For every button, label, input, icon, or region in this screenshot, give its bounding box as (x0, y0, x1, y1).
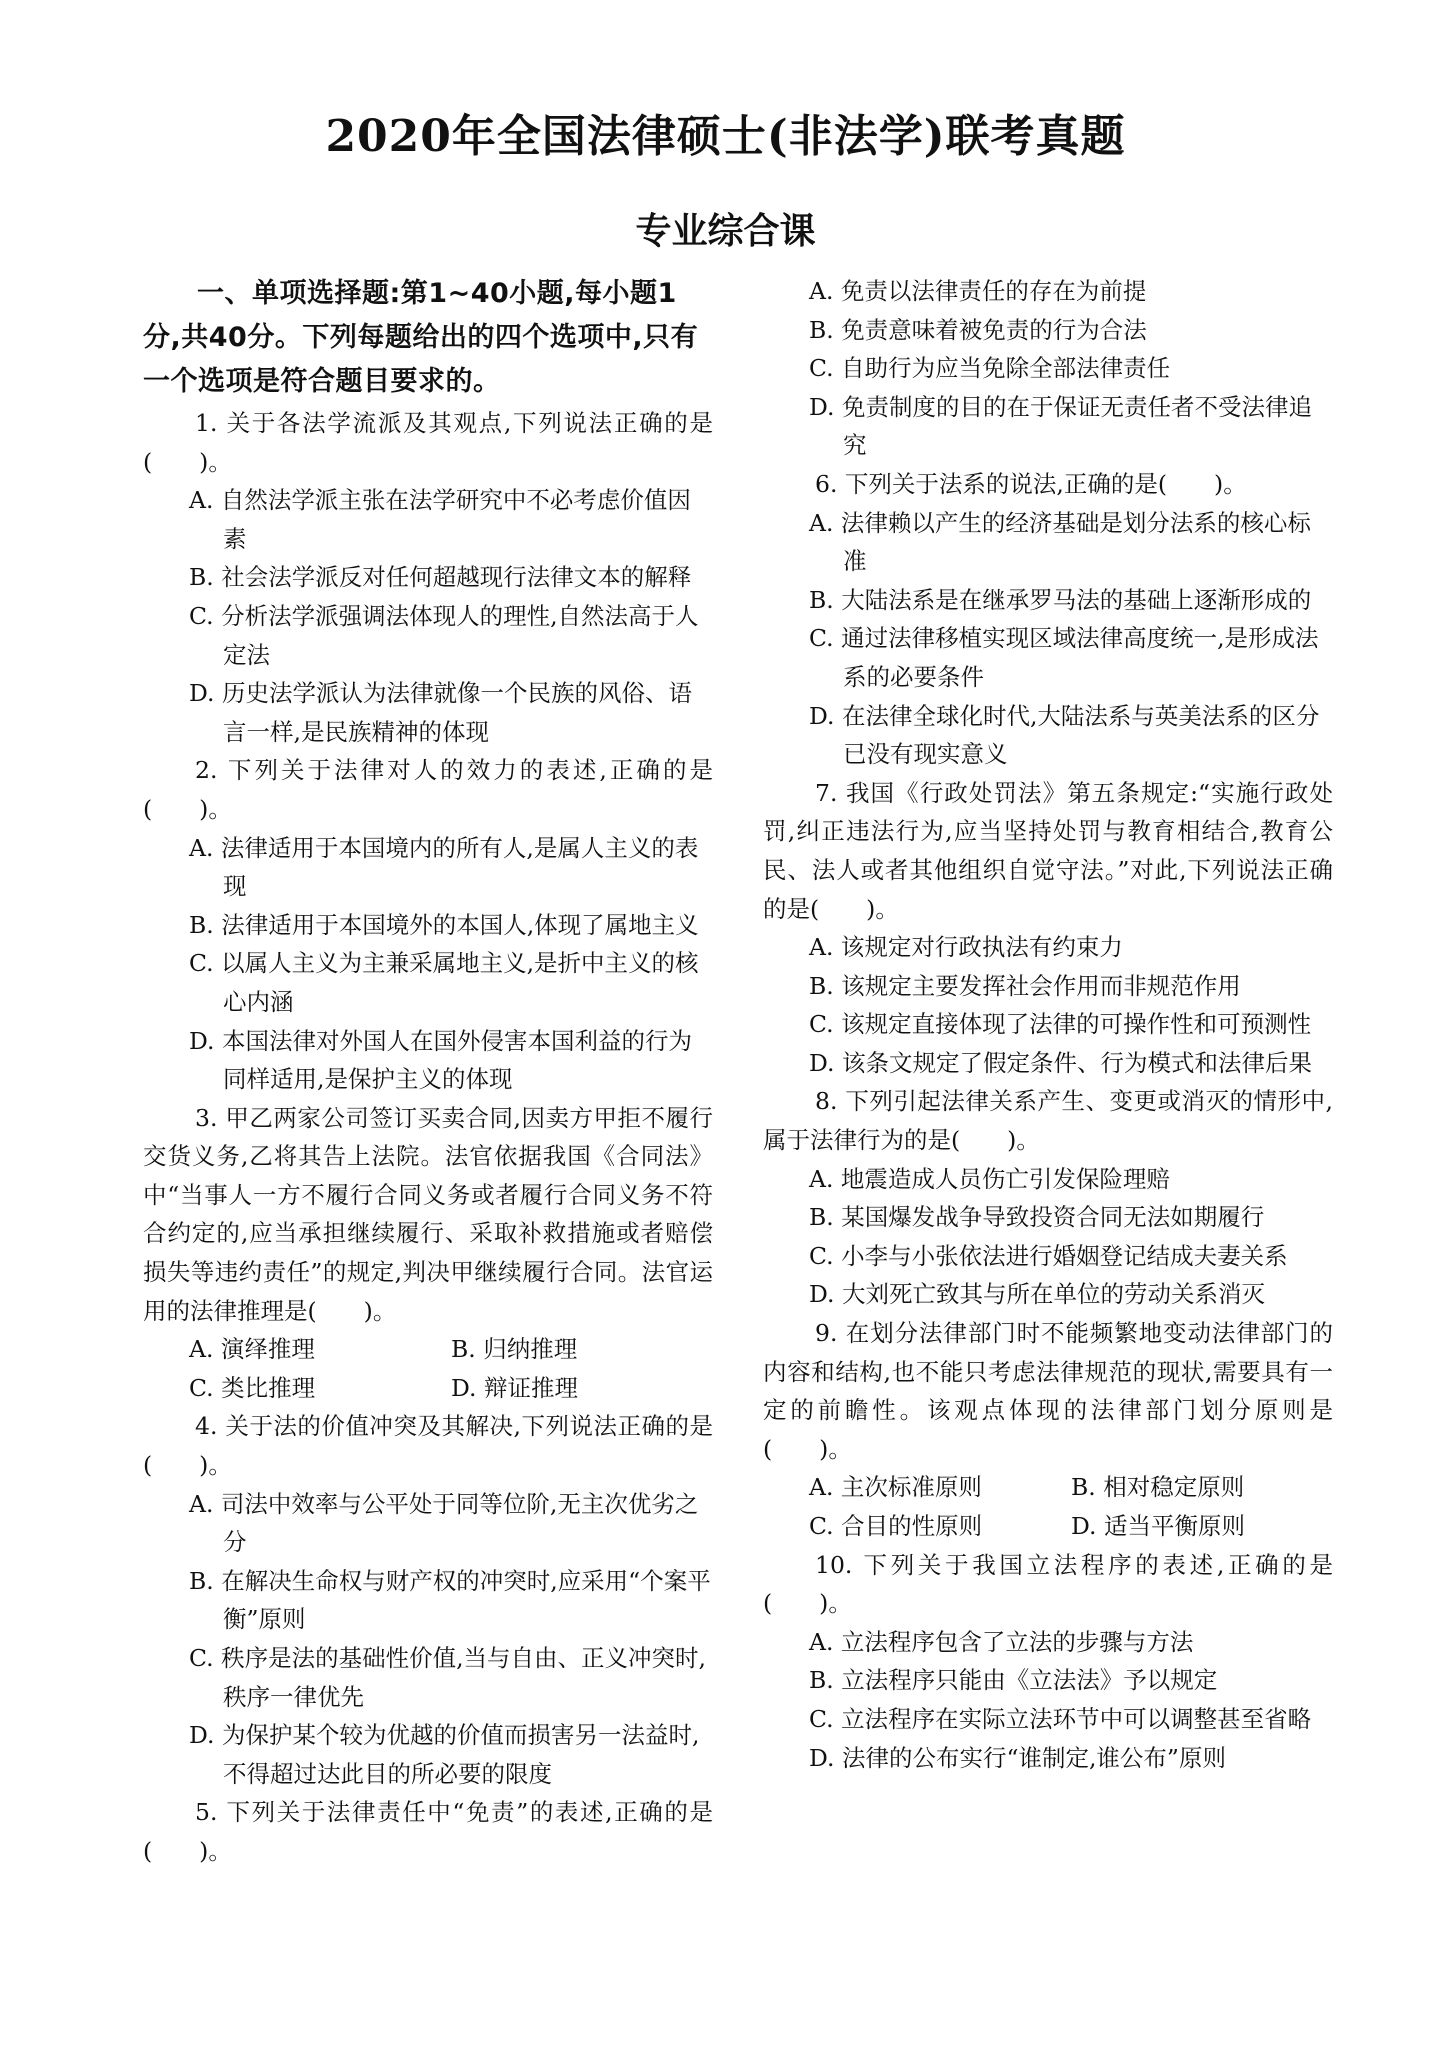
option-a: A. 立法程序包含了立法的步骤与方法 (809, 1627, 1194, 1656)
question-5 (143, 1793, 713, 1870)
page-title: 2020年全国法律硕士(非法学)联考真题 (325, 111, 1126, 162)
option-a: A. 自然法学派主张在法学研究中不必考虑价值因素 (189, 486, 691, 553)
option-a: A. 地震造成人员伤亡引发保险理赔 (809, 1164, 1170, 1193)
question-2 (143, 751, 713, 1098)
option-c: C. 秩序是法的基础性价值,当与自由、正义冲突时,秩序一律优先 (189, 1644, 707, 1711)
option-d: D. 该条文规定了假定条件、行为模式和法律后果 (809, 1048, 1312, 1077)
question-stem: 7. 我国《行政处罚法》第五条规定:“实施行政处罚,纠正违法行为,应当坚持处罚与教育相结合,教育公民、法人或者其他组织自觉守法。”对此,下列说法正确的是( )。 (763, 778, 1333, 923)
option-c: C. 自助行为应当免除全部法律责任 (809, 354, 1171, 383)
option-d: D. 为保护某个较为优越的价值而损害另一法益时,不得超过达此目的所必要的限度 (189, 1721, 700, 1788)
option-a: A. 该规定对行政执法有约束力 (809, 933, 1123, 962)
option-c: C. 合目的性原则 (809, 1512, 983, 1540)
option-b: B. 在解决生命权与财产权的冲突时,应采用“个案平衡”原则 (189, 1566, 711, 1634)
option-row (143, 1369, 713, 1408)
question-1 (143, 404, 713, 751)
section-header: 一、单项选择题:第1~40小题,每小题1分,共40分。下列每题给出的四个选项中,只有一个选项是符合题目要求的。 (143, 278, 699, 397)
option-d: D. 适当平衡原则 (1071, 1512, 1245, 1540)
option-row (143, 1330, 713, 1369)
question-stem: 4. 关于法的价值冲突及其解决,下列说法正确的是( )。 (143, 1412, 713, 1480)
option-c: C. 以属人主义为主兼采属地主义,是折中主义的核心内涵 (189, 949, 699, 1016)
option-b: B. 大陆法系是在继承罗马法的基础上逐渐形成的 (809, 585, 1312, 614)
question-9 (763, 1314, 1333, 1546)
question-stem: 8. 下列引起法律关系产生、变更或消灭的情形中,属于法律行为的是( )。 (763, 1087, 1333, 1155)
option-c: C. 该规定直接体现了法律的可操作性和可预测性 (809, 1010, 1312, 1039)
question-stem: 10. 下列关于我国立法程序的表述,正确的是( )。 (763, 1550, 1333, 1618)
question-5-options (763, 272, 1333, 465)
option-d: D. 大刘死亡致其与所在单位的劳动关系消灭 (809, 1280, 1265, 1309)
question-7 (763, 774, 1333, 1083)
question-10 (763, 1546, 1333, 1778)
option-b: B. 法律适用于本国境外的本国人,体现了属地主义 (189, 910, 699, 939)
question-stem: 3. 甲乙两家公司签订买卖合同,因卖方甲拒不履行交货义务,乙将其告上法院。法官依据我国《合同法》中“当事人一方不履行合同义务或者履行合同义务不符合约定的,应当承担继续履行、采取补救措施或者赔偿损失等违约责任”的规定,判决甲继续履行合同。法官运用的法律推理是( )。 (143, 1103, 713, 1325)
option-b: B. 该规定主要发挥社会作用而非规范作用 (809, 971, 1241, 1000)
question-4 (143, 1407, 713, 1793)
option-c: C. 立法程序在实际立法环节中可以调整甚至省略 (809, 1704, 1312, 1733)
option-d: D. 免责制度的目的在于保证无责任者不受法律追究 (809, 392, 1312, 460)
option-a: A. 演绎推理 (189, 1335, 315, 1364)
option-row (763, 1507, 1333, 1546)
question-8 (763, 1082, 1333, 1314)
question-stem: 2. 下列关于法律对人的效力的表述,正确的是( )。 (143, 756, 713, 823)
option-b: B. 某国爆发战争导致投资合同无法如期履行 (809, 1203, 1265, 1232)
option-c: C. 通过法律移植实现区域法律高度统一,是形成法系的必要条件 (809, 624, 1319, 691)
option-b: B. 归纳推理 (451, 1335, 578, 1364)
option-d: D. 本国法律对外国人在国外侵害本国利益的行为同样适用,是保护主义的体现 (189, 1026, 692, 1094)
option-b: B. 相对稳定原则 (1071, 1473, 1245, 1502)
option-a: A. 主次标准原则 (809, 1473, 982, 1502)
option-row (763, 1468, 1333, 1507)
option-b: B. 社会法学派反对任何超越现行法律文本的解释 (189, 563, 692, 592)
left-column (143, 272, 713, 1871)
question-6 (763, 465, 1333, 774)
option-c: C. 类比推理 (189, 1373, 316, 1402)
question-stem: 9. 在划分法律部门时不能频繁地变动法律部门的内容和结构,也不能只考虑法律规范的现状,需要具有一定的前瞻性。该观点体现的法律部门划分原则是( )。 (763, 1319, 1333, 1463)
question-stem: 6. 下列关于法系的说法,正确的是( )。 (815, 469, 1247, 498)
option-d: D. 辩证推理 (451, 1373, 578, 1402)
option-a: A. 法律赖以产生的经济基础是划分法系的核心标准 (809, 508, 1311, 576)
option-c: C. 小李与小张依法进行婚姻登记结成夫妻关系 (809, 1241, 1288, 1270)
option-d: D. 法律的公布实行“谁制定,谁公布”原则 (809, 1743, 1226, 1772)
right-column (763, 272, 1333, 1777)
question-3 (143, 1099, 713, 1408)
option-b: B. 立法程序只能由《立法法》予以规定 (809, 1666, 1218, 1695)
option-d: D. 在法律全球化时代,大陆法系与英美法系的区分已没有现实意义 (809, 701, 1320, 769)
page-subtitle: 专业综合课 (635, 211, 816, 252)
option-b: B. 免责意味着被免责的行为合法 (809, 315, 1147, 344)
question-stem: 1. 关于各法学流派及其观点,下列说法正确的是( )。 (143, 409, 713, 476)
option-d: D. 历史法学派认为法律就像一个民族的风俗、语言一样,是民族精神的体现 (189, 679, 692, 746)
option-c: C. 分析法学派强调法体现人的理性,自然法高于人定法 (189, 601, 699, 669)
question-stem: 5. 下列关于法律责任中“免责”的表述,正确的是( )。 (143, 1798, 713, 1865)
option-a: A. 法律适用于本国境内的所有人,是属人主义的表现 (189, 833, 699, 901)
option-a: A. 司法中效率与公平处于同等位阶,无主次优劣之分 (189, 1489, 699, 1557)
option-a: A. 免责以法律责任的存在为前提 (809, 277, 1147, 305)
